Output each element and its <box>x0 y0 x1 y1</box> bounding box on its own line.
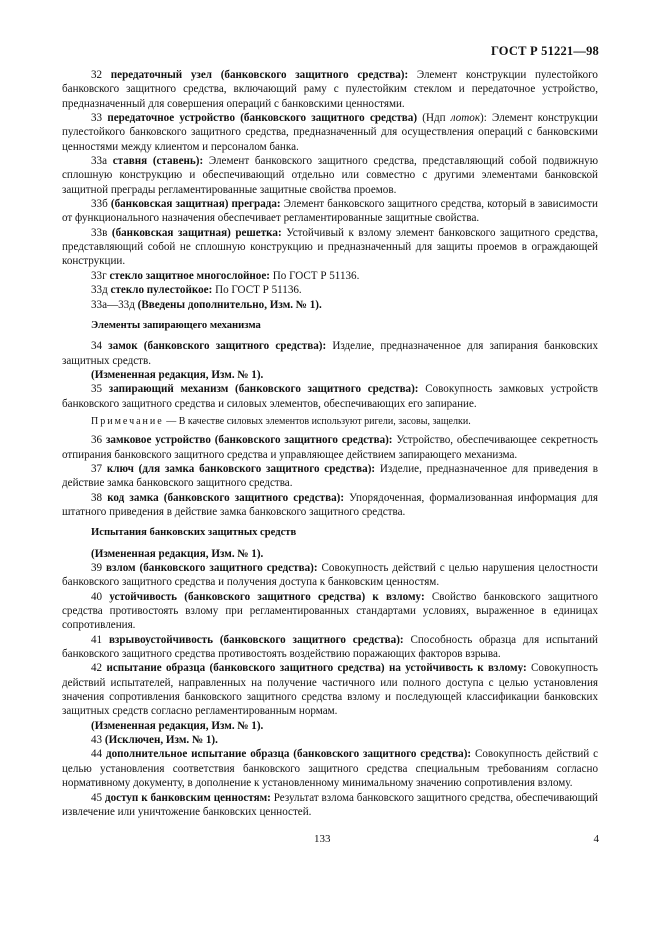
note <box>62 415 598 429</box>
entry-39: 39 взлом (банковского защитного средства): Совокупность действий с целью нарушения целостности банковского защитного средства и получения доступа к банковским ценностям. <box>62 562 598 589</box>
term: замок (банковского защитного средства): <box>108 340 327 353</box>
term: запирающий механизм (банковского защитного средства): <box>108 383 419 396</box>
entry-38: 38 код замка (банковского защитного средства): Упорядоченная, формализованная информация для штатного приведения в действие замка банковского защитного средства. <box>62 491 598 518</box>
term: испытание образца (банковского защитного средства) на устойчивость к взлому: <box>106 662 527 675</box>
term: передаточный узел (банковского защитного средства): <box>110 69 409 81</box>
entry-33: 33 передаточное устройство (банковского защитного средства) (Ндп лоток): Элемент конструкции пулестойкого банковского защитного средства, предназначенный для осуществления операций с банковскими ценностями между клиентом и персоналом банка. <box>62 112 598 153</box>
page-number: 133 <box>314 833 331 845</box>
term: передаточное устройство (банковского защитного средства) <box>107 112 418 125</box>
entry-42: 42 испытание образца (банковского защитного средства) на устойчивость к взлому: Совокупность действий испытателей, направленных на получение частичного или полного доступа с целью установления значения сопротивления банковского защитного средства взлому и последующей классификации банковских защитных средств согласно регламентированным нормам. <box>62 662 598 718</box>
entry-44: 44 дополнительное испытание образца (банковского защитного средства): Совокупность действий с целью установления соответствия банковского защитного средства специальным требованиям согласно нормативному документу, в дополнение к установленному минимальному значению сопротивления взлому. <box>62 748 598 790</box>
term: взлом (банковского защитного средства): <box>106 562 318 574</box>
amendment: (Введены дополнительно, Изм. № 1). <box>137 298 322 311</box>
entry-45: 45 доступ к банковским ценностям: Результат взлома банковского защитного средства, обеспечивающий извлечение или уничтожение банковских ценностей. <box>62 791 598 818</box>
term: взрывоустойчивость (банковского защитного средства): <box>108 633 404 646</box>
term: (банковская защитная) преграда: <box>110 198 281 211</box>
note-text: — В качестве силовых элементов используют ригели, засовы, защелки. <box>166 415 471 427</box>
entry-33g: 33г стекло защитное многослойное: По ГОСТ Р 51136. <box>91 269 360 282</box>
entry-41: 41 взрывоустойчивость (банковского защитного средства): Способность образца для испытаний банковского защитного средства противостоять воздействию поражающих факторов взрыва. <box>62 633 598 661</box>
document-body <box>62 68 598 819</box>
entry-33a-33d: 33а—33д (Введены дополнительно, Изм. № 1). <box>91 298 322 311</box>
entry-40: 40 устойчивость (банковского защитного средства) к взлому: Свойство банковского защитного средства противостоять взлому при регламентированных стандартами условиях, выраженное в единицах сопротивления. <box>62 590 598 632</box>
term: ставня (ставень): <box>112 155 204 168</box>
entry-34: 34 замок (банковского защитного средства): Изделие, предназначенное для запирания банковских защитных средств. <box>62 340 599 367</box>
entry-35: 35 запирающий механизм (банковского защитного средства): Совокупность замковых устройств банковского защитного средства и силовых элементов, обеспечивающих его запирание. <box>62 383 598 410</box>
term: замковое устройство (банковского защитного средства): <box>105 434 393 447</box>
term: стекло защитное многослойное: <box>109 269 270 282</box>
entry-37: 37 ключ (для замка банковского защитного средства): Изделие, предназначенное для приведения в действие замка банковского защитного средства. <box>62 462 599 490</box>
document-header: ГОСТ Р 51221—98 <box>490 44 599 58</box>
term: ключ (для замка банковского защитного средства): <box>106 462 376 475</box>
term: дополнительное испытание образца (банковского защитного средства): <box>105 748 472 761</box>
term: стекло пулестойкое: <box>110 284 213 297</box>
amendment-note: (Измененная редакция, Изм. № 1). <box>91 547 264 560</box>
amendment-note: (Измененная редакция, Изм. № 1). <box>91 368 264 381</box>
sheet-number: 4 <box>593 833 599 845</box>
entry-43: 43 (Исключен, Изм. № 1). <box>91 734 218 747</box>
entry-32: 32 передаточный узел (банковского защитного средства): Элемент конструкции пулестойкого банковского защитного средства, включающий раму с пулестойким стеклом и передаточное устройство, предназначенный для совершения операций с банковскими ценностями. <box>62 69 598 110</box>
entry-33v: 33в (банковская защитная) решетка: Устойчивый к взлому элемент банковского защитного средства, представляющий собой не сплошную конструкцию и предназначенный для защиты проемов в ограждающей конструкции. <box>62 226 598 268</box>
amendment: (Исключен, Изм. № 1). <box>104 734 218 747</box>
amendment-note: (Измененная редакция, Изм. № 1). <box>91 719 264 732</box>
entry-33a: 33а ставня (ставень): Элемент банковского защитного средства, представляющий собой подвижную сплошную конструкцию и обеспечивающий отдельно или совместно с другими элементами банковской защитной преграды регламентированные защитные свойства проемов. <box>62 155 599 196</box>
term: доступ к банковским ценностям: <box>104 791 271 804</box>
term: устойчивость (банковского защитного средства) к взлому: <box>109 590 425 603</box>
section-heading-testing: Испытания банковских защитных средств <box>91 527 297 539</box>
section-heading-locking: Элементы запирающего механизма <box>91 319 261 331</box>
entry-33b: 33б (банковская защитная) преграда: Элемент банковского защитного средства, который в зависимости от функционального назначения обеспечивает регламентированные защитные свойства. <box>62 198 598 225</box>
note-label: Примечание <box>91 415 164 427</box>
entry-36: 36 замковое устройство (банковского защитного средства): Устройство, обеспечивающее секретность отпирания банковского защитного средства и управляющее действием запирающего механизма. <box>62 434 598 461</box>
entry-33d: 33д стекло пулестойкое: По ГОСТ Р 51136. <box>91 284 302 297</box>
term: код замка (банковского защитного средства): <box>107 491 345 504</box>
term: (банковская защитная) решетка: <box>111 226 282 239</box>
